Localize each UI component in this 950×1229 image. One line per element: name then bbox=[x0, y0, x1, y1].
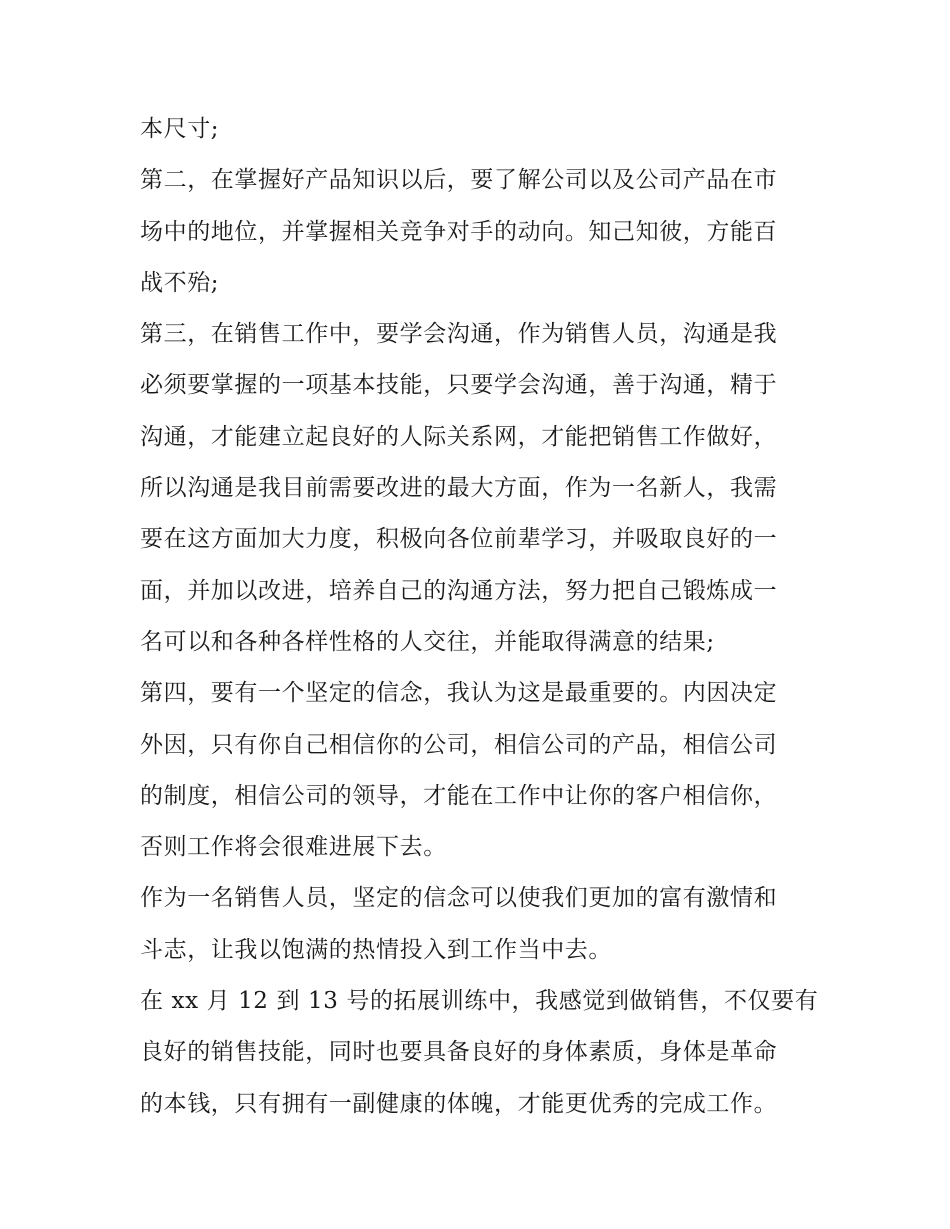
paragraph-training bbox=[140, 982, 820, 1136]
paragraph-belief bbox=[140, 879, 820, 982]
text-line: 斗志，让我以饱满的热情投入到工作当中去。 bbox=[140, 936, 612, 963]
text-line: 必须要掌握的一项基本技能，只要学会沟通，善于沟通，精于 bbox=[140, 372, 778, 399]
text-line: 沟通，才能建立起良好的人际关系网，才能把销售工作做好， bbox=[140, 423, 778, 450]
text-line: 第三，在销售工作中，要学会沟通，作为销售人员，沟通是我 bbox=[140, 321, 778, 348]
text-line: 所以沟通是我目前需要改进的最大方面，作为一名新人，我需 bbox=[140, 475, 778, 502]
paragraph-continuation bbox=[140, 110, 820, 161]
text-line: 面，并加以改进，培养自己的沟通方法，努力把自己锻炼成一 bbox=[140, 577, 778, 604]
text-line: 第四，要有一个坚定的信念，我认为这是最重要的。内因决定 bbox=[140, 680, 778, 707]
text-line: 的制度，相信公司的领导，才能在工作中让你的客户相信你， bbox=[140, 782, 778, 809]
text-line: 外因，只有你自己相信你的公司，相信公司的产品，相信公司 bbox=[140, 731, 778, 758]
text-line: 作为一名销售人员，坚定的信念可以使我们更加的富有激情和 bbox=[140, 885, 778, 912]
text-line: 场中的地位，并掌握相关竞争对手的动向。知己知彼，方能百 bbox=[140, 218, 778, 245]
text-line: 否则工作将会很难进展下去。 bbox=[140, 834, 447, 861]
text-line: 战不殆; bbox=[140, 269, 220, 296]
text-line: 在 xx 月 12 到 13 号的拓展训练中，我感觉到做销售，不仅要有 bbox=[140, 988, 819, 1015]
text-line: 本尺寸; bbox=[140, 116, 220, 142]
text-line: 良好的销售技能，同时也要具备良好的身体素质，身体是革命 bbox=[140, 1039, 778, 1066]
text-line: 要在这方面加大力度，积极向各位前辈学习，并吸取良好的一 bbox=[140, 526, 778, 553]
document-body bbox=[140, 110, 820, 1136]
text-line: 第二，在掌握好产品知识以后，要了解公司以及公司产品在市 bbox=[140, 167, 778, 194]
paragraph-fourth-point bbox=[140, 674, 820, 879]
text-line: 的本钱，只有拥有一副健康的体魄，才能更优秀的完成工作。 bbox=[140, 1090, 778, 1117]
paragraph-second-point bbox=[140, 161, 820, 315]
paragraph-third-point bbox=[140, 315, 820, 674]
text-line: 名可以和各种各样性格的人交往，并能取得满意的结果; bbox=[140, 628, 715, 655]
